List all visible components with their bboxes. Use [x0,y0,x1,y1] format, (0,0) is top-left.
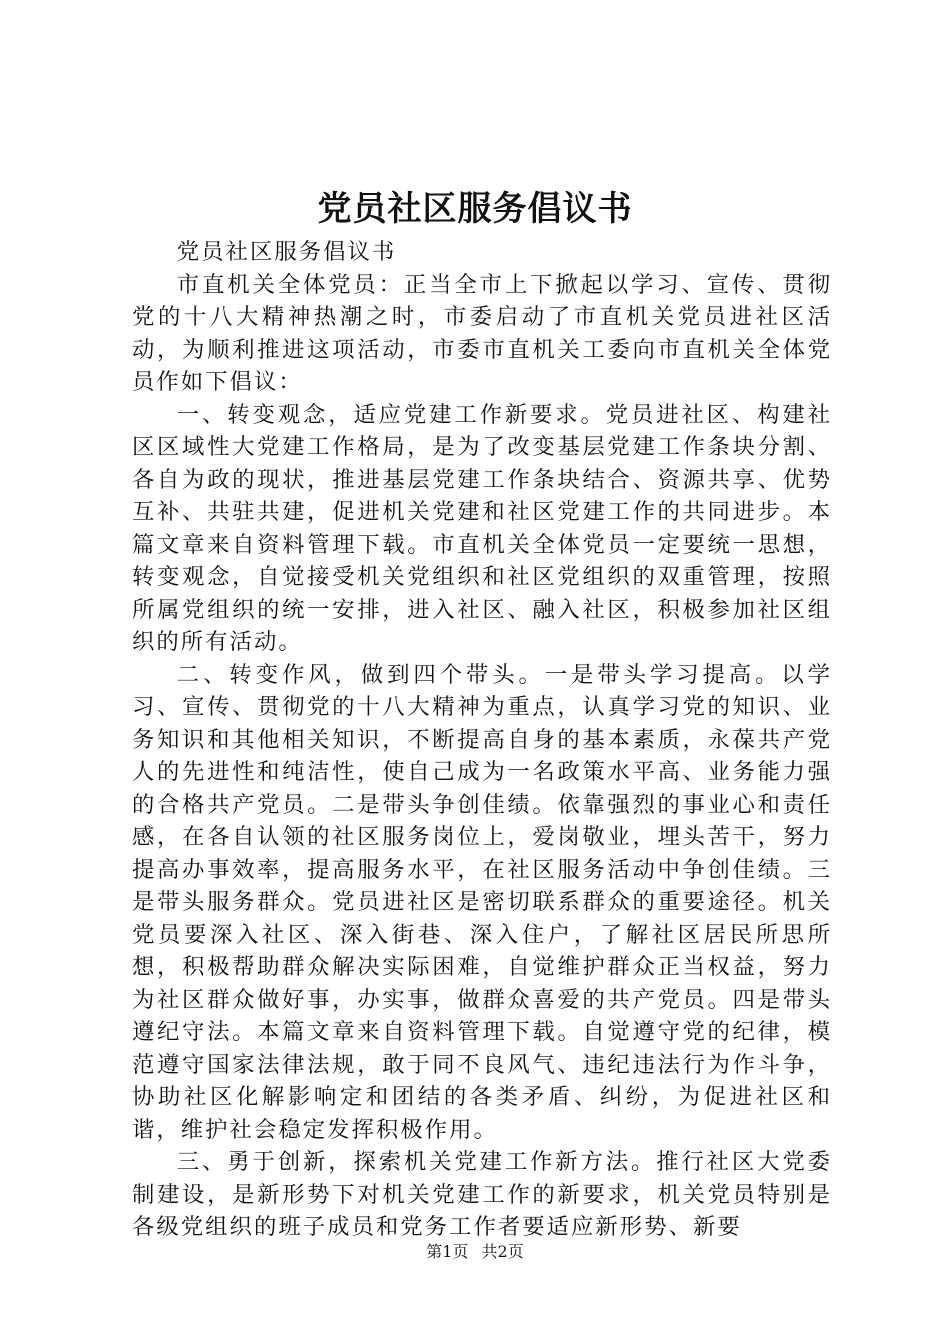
paragraph-section-1: 一、转变观念，适应党建工作新要求。党员进社区、构建社区区域性大党建工作格局，是为了改变基层党建工作条块分割、各自为政的现状，推进基层党建工作条块结合、资源共享、优势互补、共驻共建，促进机关党建和社区党建工作的共同进步。本篇文章来自资料管理下载。市直机关全体党员一定要统一思想，转变观念，自觉接受机关党组织和社区党组织的双重管理，按照所属党组织的统一安排，进入社区、融入社区，积极参加社区组织的所有活动。 [132,401,832,655]
paragraph-section-2: 二、转变作风，做到四个带头。一是带头学习提高。以学习、宣传、贯彻党的十八大精神为重点，认真学习党的知识、业务知识和其他相关知识，不断提高自身的基本素质，永葆共产党人的先进性和纯洁性，使自己成为一名政策水平高、业务能力强的合格共产党员。二是带头争创佳绩。依靠强烈的事业心和责任感，在各自认领的社区服务岗位上，爱岗敬业，埋头苦干，努力提高办事效率，提高服务水平，在社区服务活动中争创佳绩。三是带头服务群众。党员进社区是密切联系群众的重要途径。机关党员要深入社区、深入街巷、深入住户，了解社区居民所思所想，积极帮助群众解决实际困难，自觉维护群众正当权益，努力为社区群众做好事，办实事，做群众喜爱的共产党员。四是带头遵纪守法。本篇文章来自资料管理下载。自觉遵守党的纪律，模范遵守国家法律法规，敢于同不良风气、违纪违法行为作斗争，协助社区化解影响定和团结的各类矛盾、纠纷，为促进社区和谐，维护社会稳定发挥积极作用。 [132,661,832,1143]
paragraph-subtitle: 党员社区服务倡议书 [176,239,397,265]
document-title: 党员社区服务倡议书 [317,189,633,229]
page-footer [0,1240,950,1264]
document-body [132,236,832,1244]
page-number: 第1页 [426,1242,469,1261]
paragraph-salutation: 市直机关全体党员：正当全市上下掀起以学习、宣传、贯彻党的十八大精神热潮之时，市委启动了市直机关党员进社区活动，为顺利推进这项活动，市委市直机关工委向市直机关全体党员作如下倡议： [132,271,832,395]
page-total: 共2页 [481,1242,524,1261]
paragraph-section-3: 三、勇于创新，探索机关党建工作新方法。推行社区大党委制建设，是新形势下对机关党建工作的新要求，机关党员特别是各级党组织的班子成员和党务工作者要适应新形势、新要 [132,1149,832,1240]
